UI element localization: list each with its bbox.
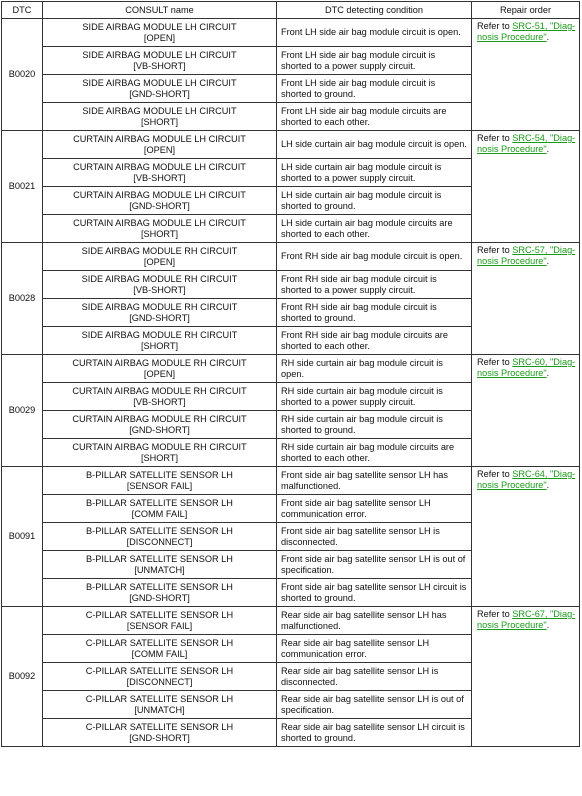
header-repair-order: Repair order <box>472 2 580 19</box>
consult-name-cell <box>43 411 277 439</box>
detecting-condition: Rear side air bag satellite sensor LH circuit is shorted to ground. <box>277 719 472 747</box>
detecting-condition: RH side curtain air bag module circuit is shorted to ground. <box>277 411 472 439</box>
detecting-condition: LH side curtain air bag module circuit is shorted to ground. <box>277 187 472 215</box>
consult-item: [SHORT] <box>140 340 179 351</box>
repair-prefix: Refer to <box>477 469 513 479</box>
consult-item: [OPEN] <box>143 256 176 267</box>
consult-name-cell <box>43 19 277 47</box>
detecting-condition: Front RH side air bag module circuit is open. <box>277 243 472 271</box>
consult-name: CURTAIN AIRBAG MODULE LH CIRCUIT <box>73 133 246 144</box>
consult-item: [DISCONNECT] <box>126 536 193 547</box>
consult-name-cell <box>43 299 277 327</box>
consult-name: C-PILLAR SATELLITE SENSOR LH <box>85 721 234 732</box>
repair-suffix: . <box>546 620 550 630</box>
dtc-code: B0029 <box>2 355 43 467</box>
consult-name: CURTAIN AIRBAG MODULE RH CIRCUIT <box>72 385 247 396</box>
repair-suffix: . <box>546 32 550 42</box>
consult-name-cell <box>43 355 277 383</box>
diagnosis-procedure-link[interactable]: SRC-67, "Diag-nosis Procedure" <box>477 609 576 630</box>
consult-item: [OPEN] <box>143 368 176 379</box>
consult-name-cell <box>43 75 277 103</box>
detecting-condition: RH side curtain air bag module circuits are shorted to each other. <box>277 439 472 467</box>
repair-prefix: Refer to <box>477 21 513 31</box>
table-row <box>2 607 580 635</box>
table-header-row <box>2 2 580 19</box>
detecting-condition: Rear side air bag satellite sensor LH has malfunctioned. <box>277 607 472 635</box>
consult-item: [COMM FAIL] <box>131 648 188 659</box>
diagnosis-procedure-link[interactable]: SRC-60, "Diag-nosis Procedure" <box>477 357 576 378</box>
consult-item: [GND-SHORT] <box>129 592 190 603</box>
repair-prefix: Refer to <box>477 609 513 619</box>
table-row <box>2 243 580 271</box>
detecting-condition: RH side curtain air bag module circuit is open. <box>277 355 472 383</box>
consult-item: [SENSOR FAIL] <box>126 620 193 631</box>
consult-item: [VB-SHORT] <box>133 60 186 71</box>
consult-name-cell <box>43 579 277 607</box>
detecting-condition: Front LH side air bag module circuit is shorted to ground. <box>277 75 472 103</box>
consult-name-cell <box>43 523 277 551</box>
consult-name-cell <box>43 607 277 635</box>
repair-order <box>472 355 580 467</box>
consult-name: SIDE AIRBAG MODULE LH CIRCUIT <box>82 105 237 116</box>
diagnosis-procedure-link[interactable]: SRC-51, "Diag-nosis Procedure" <box>477 21 576 42</box>
consult-name: SIDE AIRBAG MODULE RH CIRCUIT <box>81 329 238 340</box>
repair-prefix: Refer to <box>477 133 513 143</box>
header-consult-name: CONSULT name <box>43 2 277 19</box>
repair-order <box>472 131 580 243</box>
consult-name: C-PILLAR SATELLITE SENSOR LH <box>85 693 234 704</box>
detecting-condition: Front RH side air bag module circuit is shorted to ground. <box>277 299 472 327</box>
consult-name: SIDE AIRBAG MODULE LH CIRCUIT <box>82 49 237 60</box>
consult-item: [DISCONNECT] <box>126 676 193 687</box>
detecting-condition: Front LH side air bag module circuit is shorted to a power supply circuit. <box>277 47 472 75</box>
dtc-code: B0092 <box>2 607 43 747</box>
dtc-code: B0021 <box>2 131 43 243</box>
consult-item: [VB-SHORT] <box>133 284 186 295</box>
consult-name: CURTAIN AIRBAG MODULE RH CIRCUIT <box>72 441 247 452</box>
table-body <box>2 19 580 747</box>
consult-name-cell <box>43 719 277 747</box>
dtc-code: B0028 <box>2 243 43 355</box>
repair-order <box>472 467 580 607</box>
consult-item: [COMM FAIL] <box>131 508 188 519</box>
consult-name: SIDE AIRBAG MODULE LH CIRCUIT <box>82 77 237 88</box>
consult-item: [GND-SHORT] <box>129 312 190 323</box>
repair-prefix: Refer to <box>477 357 513 367</box>
consult-name-cell <box>43 467 277 495</box>
detecting-condition: Front LH side air bag module circuits are shorted to each other. <box>277 103 472 131</box>
header-dtc: DTC <box>2 2 43 19</box>
consult-name: SIDE AIRBAG MODULE LH CIRCUIT <box>82 21 237 32</box>
consult-name-cell <box>43 663 277 691</box>
consult-name-cell <box>43 439 277 467</box>
consult-name-cell <box>43 187 277 215</box>
dtc-table <box>1 1 580 747</box>
consult-item: [UNMATCH] <box>134 564 185 575</box>
diagnosis-procedure-link[interactable]: SRC-54, "Diag-nosis Procedure" <box>477 133 576 154</box>
consult-item: [GND-SHORT] <box>129 424 190 435</box>
consult-name-cell <box>43 383 277 411</box>
consult-name: SIDE AIRBAG MODULE RH CIRCUIT <box>81 301 238 312</box>
consult-item: [GND-SHORT] <box>129 200 190 211</box>
detecting-condition: Front side air bag satellite sensor LH communication error. <box>277 495 472 523</box>
consult-name-cell <box>43 495 277 523</box>
detecting-condition: Rear side air bag satellite sensor LH is out of specification. <box>277 691 472 719</box>
consult-name: B-PILLAR SATELLITE SENSOR LH <box>86 581 233 592</box>
consult-item: [GND-SHORT] <box>129 732 190 743</box>
consult-name: CURTAIN AIRBAG MODULE LH CIRCUIT <box>73 189 246 200</box>
consult-name: C-PILLAR SATELLITE SENSOR LH <box>85 637 234 648</box>
consult-name: C-PILLAR SATELLITE SENSOR LH <box>85 609 234 620</box>
detecting-condition: Front side air bag satellite sensor LH circuit is shorted to ground. <box>277 579 472 607</box>
consult-name: B-PILLAR SATELLITE SENSOR LH <box>86 525 233 536</box>
repair-suffix: . <box>546 480 550 490</box>
consult-name: CURTAIN AIRBAG MODULE RH CIRCUIT <box>72 413 247 424</box>
repair-suffix: . <box>546 256 550 266</box>
consult-name: B-PILLAR SATELLITE SENSOR LH <box>86 553 233 564</box>
consult-item: [OPEN] <box>143 144 176 155</box>
consult-name: C-PILLAR SATELLITE SENSOR LH <box>85 665 234 676</box>
consult-name: SIDE AIRBAG MODULE RH CIRCUIT <box>81 273 238 284</box>
consult-name-cell <box>43 131 277 159</box>
consult-item: [SHORT] <box>140 452 179 463</box>
consult-item: [UNMATCH] <box>134 704 185 715</box>
detecting-condition: Front side air bag satellite sensor LH is disconnected. <box>277 523 472 551</box>
consult-item: [OPEN] <box>143 32 176 43</box>
detecting-condition: RH side curtain air bag module circuit is shorted to a power supply circuit. <box>277 383 472 411</box>
header-detecting-condition: DTC detecting condition <box>277 2 472 19</box>
consult-item: [SHORT] <box>140 116 179 127</box>
repair-prefix: Refer to <box>477 245 513 255</box>
consult-name: B-PILLAR SATELLITE SENSOR LH <box>86 469 233 480</box>
dtc-code: B0020 <box>2 19 43 131</box>
diagnosis-procedure-link[interactable]: SRC-64, "Diag-nosis Procedure" <box>477 469 576 490</box>
consult-name-cell <box>43 215 277 243</box>
detecting-condition: Front LH side air bag module circuit is open. <box>277 19 472 47</box>
consult-item: [SHORT] <box>140 228 179 239</box>
detecting-condition: LH side curtain air bag module circuit is shorted to a power supply circuit. <box>277 159 472 187</box>
consult-name-cell <box>43 159 277 187</box>
consult-name: CURTAIN AIRBAG MODULE LH CIRCUIT <box>73 217 246 228</box>
diagnosis-procedure-link[interactable]: SRC-57, "Diag-nosis Procedure" <box>477 245 576 266</box>
repair-order <box>472 19 580 131</box>
consult-item: [GND-SHORT] <box>129 88 190 99</box>
table-row <box>2 355 580 383</box>
consult-name: CURTAIN AIRBAG MODULE LH CIRCUIT <box>73 161 246 172</box>
repair-order <box>472 607 580 747</box>
consult-name-cell <box>43 47 277 75</box>
table-row <box>2 19 580 47</box>
consult-name-cell <box>43 103 277 131</box>
repair-suffix: . <box>546 144 550 154</box>
consult-name-cell <box>43 327 277 355</box>
detecting-condition: Rear side air bag satellite sensor LH is disconnected. <box>277 663 472 691</box>
consult-name-cell <box>43 243 277 271</box>
consult-name-cell <box>43 271 277 299</box>
repair-order <box>472 243 580 355</box>
detecting-condition: Front side air bag satellite sensor LH is out of specification. <box>277 551 472 579</box>
detecting-condition: Front side air bag satellite sensor LH has malfunctioned. <box>277 467 472 495</box>
consult-name-cell <box>43 551 277 579</box>
consult-name-cell <box>43 691 277 719</box>
detecting-condition: Front RH side air bag module circuits are shorted to each other. <box>277 327 472 355</box>
detecting-condition: Front RH side air bag module circuit is shorted to a power supply circuit. <box>277 271 472 299</box>
detecting-condition: LH side curtain air bag module circuit is open. <box>277 131 472 159</box>
consult-item: [SENSOR FAIL] <box>126 480 193 491</box>
dtc-code: B0091 <box>2 467 43 607</box>
detecting-condition: Rear side air bag satellite sensor LH communication error. <box>277 635 472 663</box>
table-row <box>2 467 580 495</box>
consult-name-cell <box>43 635 277 663</box>
detecting-condition: LH side curtain air bag module circuits are shorted to each other. <box>277 215 472 243</box>
repair-suffix: . <box>546 368 550 378</box>
consult-item: [VB-SHORT] <box>133 396 186 407</box>
consult-name: B-PILLAR SATELLITE SENSOR LH <box>86 497 233 508</box>
consult-name: CURTAIN AIRBAG MODULE RH CIRCUIT <box>72 357 247 368</box>
consult-name: SIDE AIRBAG MODULE RH CIRCUIT <box>81 245 238 256</box>
consult-item: [VB-SHORT] <box>133 172 186 183</box>
table-row <box>2 131 580 159</box>
